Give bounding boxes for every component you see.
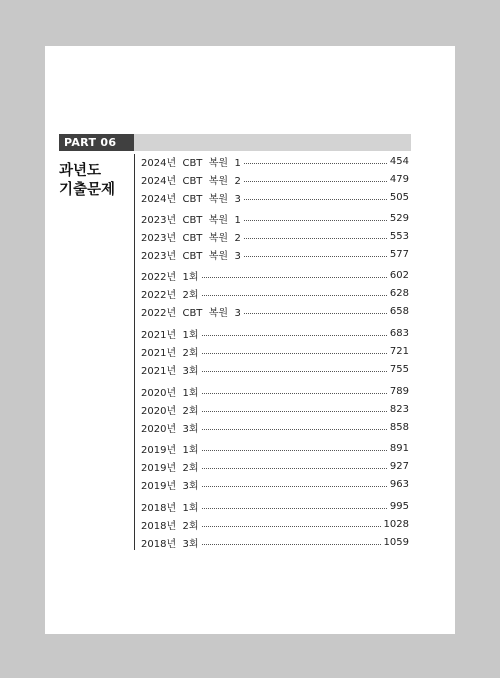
toc-entry-page: 553: [389, 230, 409, 242]
toc-leader-dots: [202, 429, 387, 430]
toc-entry-title: 2024년 CBT 복원 3: [141, 193, 241, 205]
toc-entry-title: 2022년 1회: [141, 271, 199, 283]
toc-row: [141, 420, 409, 434]
toc-entry-page: 721: [389, 345, 409, 357]
toc-leader-dots: [244, 256, 387, 257]
toc-entry-page: 602: [389, 269, 409, 281]
toc-entry-title: 2023년 CBT 복원 2: [141, 232, 241, 244]
toc-entry-title: 2023년 CBT 복원 1: [141, 214, 241, 226]
toc-row: [141, 172, 409, 186]
toc-entry-page: 995: [389, 500, 409, 512]
toc-entry-page: 1028: [383, 518, 409, 530]
toc-row: [141, 190, 409, 204]
toc-leader-dots: [202, 411, 387, 412]
toc-entry-title: 2024년 CBT 복원 2: [141, 175, 241, 187]
part-header-bar: [59, 134, 411, 151]
toc-row: [141, 362, 409, 376]
toc-row: [141, 154, 409, 168]
toc-entry-title: 2018년 2회: [141, 520, 199, 532]
toc-leader-dots: [202, 393, 387, 394]
toc-leader-dots: [244, 163, 387, 164]
toc-row: [141, 229, 409, 243]
toc-entry-title: 2024년 CBT 복원 1: [141, 157, 241, 169]
toc-entry-page: 789: [389, 385, 409, 397]
toc-entry-title: 2021년 3회: [141, 365, 199, 377]
toc-entry-title: 2021년 2회: [141, 347, 199, 359]
document-page: [45, 46, 455, 634]
toc-leader-dots: [202, 295, 387, 296]
toc-leader-dots: [202, 371, 387, 372]
toc-leader-dots: [244, 181, 387, 182]
toc-leader-dots: [244, 313, 387, 314]
toc-entry-page: 755: [389, 363, 409, 375]
toc-leader-dots: [202, 508, 387, 509]
toc-leader-dots: [202, 544, 381, 545]
toc-row: [141, 326, 409, 340]
toc-entry-title: 2019년 3회: [141, 480, 199, 492]
toc-entry-title: 2018년 3회: [141, 538, 199, 550]
toc-row: [141, 459, 409, 473]
toc-row: [141, 499, 409, 513]
toc-row: [141, 441, 409, 455]
toc-entry-page: 479: [389, 173, 409, 185]
toc-leader-dots: [202, 277, 387, 278]
toc-row: [141, 304, 409, 318]
toc-entry-title: 2020년 2회: [141, 405, 199, 417]
toc-row: [141, 517, 409, 531]
toc-entry-title: 2021년 1회: [141, 329, 199, 341]
toc-row: [141, 268, 409, 282]
toc-leader-dots: [244, 220, 387, 221]
toc-row: [141, 384, 409, 398]
toc-leader-dots: [202, 486, 387, 487]
toc-entry-title: 2020년 1회: [141, 387, 199, 399]
toc-entry-page: 858: [389, 421, 409, 433]
part-label: PART 06: [59, 134, 134, 151]
toc-entry-title: 2023년 CBT 복원 3: [141, 250, 241, 262]
toc-entry-title: 2019년 1회: [141, 444, 199, 456]
toc-row: [141, 344, 409, 358]
toc-entry-page: 454: [389, 155, 409, 167]
toc-entry-page: 963: [389, 478, 409, 490]
toc-row: [141, 286, 409, 300]
toc-row: [141, 535, 409, 549]
toc-leader-dots: [244, 238, 387, 239]
toc-leader-dots: [244, 199, 387, 200]
toc-entry-page: 1059: [383, 536, 409, 548]
toc-row: [141, 402, 409, 416]
toc-entry-title: 2022년 2회: [141, 289, 199, 301]
toc-leader-dots: [202, 335, 387, 336]
toc-entry-page: 823: [389, 403, 409, 415]
toc-row: [141, 211, 409, 225]
toc-leader-dots: [202, 450, 387, 451]
toc-entry-page: 628: [389, 287, 409, 299]
toc-entry-title: 2019년 2회: [141, 462, 199, 474]
toc-entry-page: 529: [389, 212, 409, 224]
toc-entry-page: 577: [389, 248, 409, 260]
toc-entry-page: 658: [389, 305, 409, 317]
toc-entry-page: 891: [389, 442, 409, 454]
toc-entry-title: 2018년 1회: [141, 502, 199, 514]
toc-entry-page: 927: [389, 460, 409, 472]
section-title-line-2: 기출문제: [59, 182, 116, 198]
toc-entry-page: 505: [389, 191, 409, 203]
toc-leader-dots: [202, 526, 381, 527]
toc-entry-title: 2022년 CBT 복원 3: [141, 307, 241, 319]
toc-row: [141, 247, 409, 261]
section-title: [59, 162, 129, 200]
toc-leader-dots: [202, 353, 387, 354]
toc-divider-line: [134, 154, 135, 550]
section-title-line-1: 과년도: [59, 163, 102, 179]
toc-entry-title: 2020년 3회: [141, 423, 199, 435]
toc-row: [141, 477, 409, 491]
toc-leader-dots: [202, 468, 387, 469]
toc-entry-page: 683: [389, 327, 409, 339]
